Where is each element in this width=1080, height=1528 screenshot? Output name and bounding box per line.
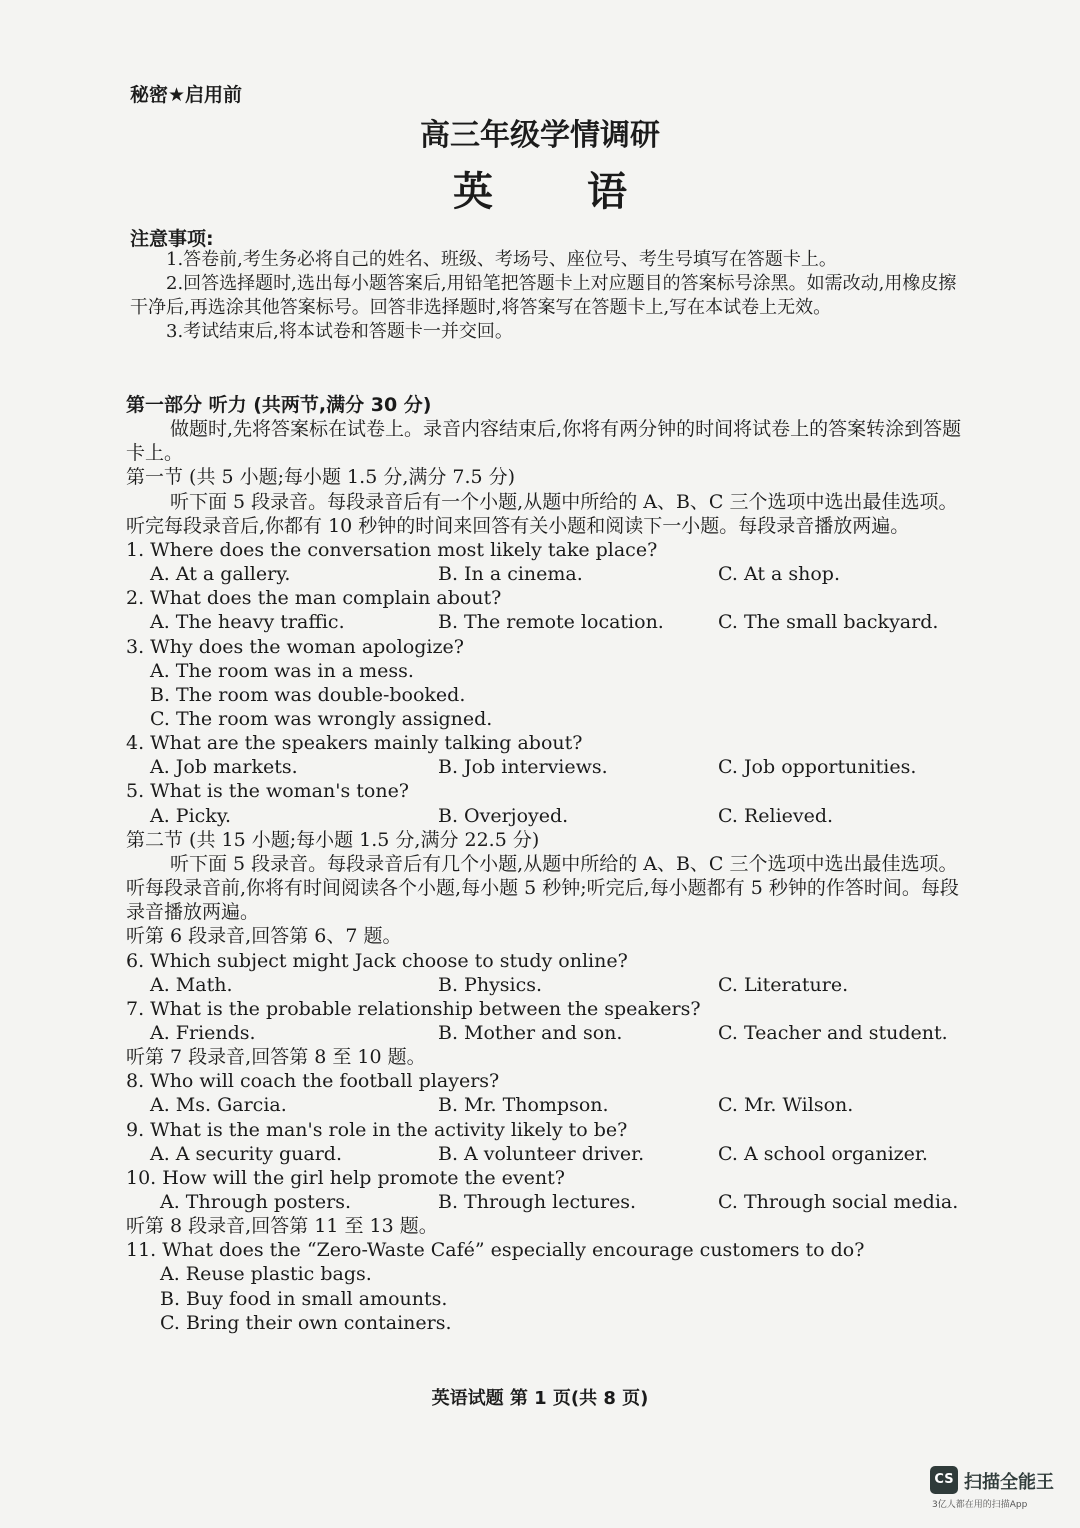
option-b: B. Through lectures. — [438, 1191, 637, 1214]
listening-part — [126, 393, 962, 1335]
question-3: 3. Why does the woman apologize? — [126, 635, 464, 658]
group-6-instruction: 听第 6 段录音,回答第 6、7 题。 — [126, 925, 402, 948]
option-b: B. A volunteer driver. — [438, 1142, 645, 1165]
option-a: A. Reuse plastic bags. — [160, 1263, 372, 1286]
option-a: A. A security guard. — [150, 1142, 343, 1165]
option-b: B. Overjoyed. — [438, 804, 569, 827]
section2-title: 第二节 (共 15 小题;每小题 1.5 分,满分 22.5 分) — [126, 828, 540, 851]
options-1 — [126, 562, 962, 586]
group-7-instruction: 听第 7 段录音,回答第 8 至 10 题。 — [126, 1046, 426, 1069]
question-2: 2. What does the man complain about? — [126, 587, 502, 610]
option-c: C. The small backyard. — [718, 611, 939, 634]
option-b: B. Mother and son. — [438, 1021, 623, 1044]
confidential-label: 秘密★启用前 — [130, 84, 243, 106]
camscanner-logo-icon: CS — [930, 1466, 958, 1494]
notes-heading: 注意事项: — [130, 228, 214, 250]
option-c: C. Teacher and student. — [718, 1021, 948, 1044]
option-b: B. Job interviews. — [438, 756, 608, 779]
option-c: C. Relieved. — [718, 804, 834, 827]
question-1: 1. Where does the conversation most likely take place? — [126, 538, 658, 561]
option-c: C. Mr. Wilson. — [718, 1094, 854, 1117]
option-b: B. Mr. Thompson. — [438, 1094, 609, 1117]
scanner-watermark — [930, 1466, 1060, 1510]
option-c: C. The room was wrongly assigned. — [150, 708, 493, 730]
question-7: 7. What is the probable relationship between the speakers? — [126, 997, 701, 1020]
question-9: 9. What is the man's role in the activity likely to be? — [126, 1118, 628, 1141]
question-4: 4. What are the speakers mainly talking about? — [126, 732, 583, 755]
option-c: C. Through social media. — [718, 1191, 959, 1214]
option-a: A. Through posters. — [160, 1191, 352, 1214]
part1-intro: 做题时,先将答案标在试卷上。录音内容结束后,你将有两分钟的时间将试卷上的答案转涂到答题卡上。 — [126, 418, 962, 465]
options-6 — [126, 973, 962, 997]
options-8 — [126, 1093, 962, 1117]
options-10 — [126, 1190, 962, 1214]
subject-title: 英 语 — [453, 168, 667, 215]
option-b: B. In a cinema. — [438, 563, 583, 586]
question-8: 8. Who will coach the football players? — [126, 1070, 500, 1093]
option-c: C. A school organizer. — [718, 1142, 928, 1165]
watermark-subtitle: 3亿人都在用的扫描App — [932, 1500, 1028, 1510]
question-11: 11. What does the “Zero-Waste Café” especially encourage customers to do? — [126, 1239, 865, 1262]
option-a: A. Job markets. — [150, 756, 298, 779]
note-item-2: 2.回答选择题时,选出每小题答案后,用铅笔把答题卡上对应题目的答案标号涂黑。如需改动,用橡皮擦干净后,再选涂其他答案标号。回答非选择题时,将答案写在答题卡上,写在本试卷上无效。 — [130, 273, 957, 318]
section2-intro: 听下面 5 段录音。每段录音后有几个小题,从题中所给的 A、B、C 三个选项中选出最佳选项。听每段录音前,你将有时间阅读各个小题,每小题 5 秒钟;听完后,每小题都有 5 秒钟的作答时间。每段录音播放两遍。 — [126, 852, 959, 924]
option-c: C. Bring their own containers. — [160, 1311, 452, 1334]
question-10: 10. How will the girl help promote the event? — [126, 1166, 565, 1189]
note-item-1: 1.答卷前,考生务必将自己的姓名、班级、考场号、座位号、考生号填写在答题卡上。 — [166, 249, 837, 270]
option-b: B. Physics. — [438, 973, 543, 996]
options-4 — [126, 755, 962, 779]
option-b: B. The room was double-booked. — [150, 683, 466, 706]
part1-title: 第一部分 听力 (共两节,满分 30 分) — [126, 394, 432, 416]
notes-block — [130, 248, 960, 344]
page-footer: 英语试题 第 1 页(共 8 页) — [431, 1388, 649, 1409]
option-a: A. The heavy traffic. — [150, 611, 345, 634]
options-2 — [126, 610, 962, 634]
option-a: A. The room was in a mess. — [150, 659, 414, 682]
section1-intro: 听下面 5 段录音。每段录音后有一个小题,从题中所给的 A、B、C 三个选项中选出最佳选项。听完每段录音后,你都有 10 秒钟的时间来回答有关小题和阅读下一小题。每段录音播放两遍。 — [126, 490, 958, 537]
option-a: A. Picky. — [150, 804, 232, 827]
options-7 — [126, 1021, 962, 1045]
option-c: C. Literature. — [718, 973, 849, 996]
options-9 — [126, 1142, 962, 1166]
exam-title: 高三年级学情调研 — [420, 118, 660, 153]
question-5: 5. What is the woman's tone? — [126, 780, 409, 803]
watermark-name: 扫描全能王 — [964, 1472, 1054, 1493]
option-a: A. At a gallery. — [150, 563, 291, 586]
option-a: A. Ms. Garcia. — [150, 1094, 287, 1117]
group-8-instruction: 听第 8 段录音,回答第 11 至 13 题。 — [126, 1215, 438, 1238]
option-c: C. Job opportunities. — [718, 756, 917, 779]
question-6: 6. Which subject might Jack choose to study online? — [126, 949, 628, 972]
section1-title: 第一节 (共 5 小题;每小题 1.5 分,满分 7.5 分) — [126, 466, 516, 489]
options-5 — [126, 804, 962, 828]
option-b: B. The remote location. — [438, 611, 664, 634]
option-c: C. At a shop. — [718, 563, 840, 586]
option-b: B. Buy food in small amounts. — [160, 1287, 448, 1310]
option-a: A. Friends. — [150, 1021, 256, 1044]
note-item-3: 3.考试结束后,将本试卷和答题卡一并交回。 — [166, 321, 513, 342]
option-a: A. Math. — [150, 973, 233, 996]
